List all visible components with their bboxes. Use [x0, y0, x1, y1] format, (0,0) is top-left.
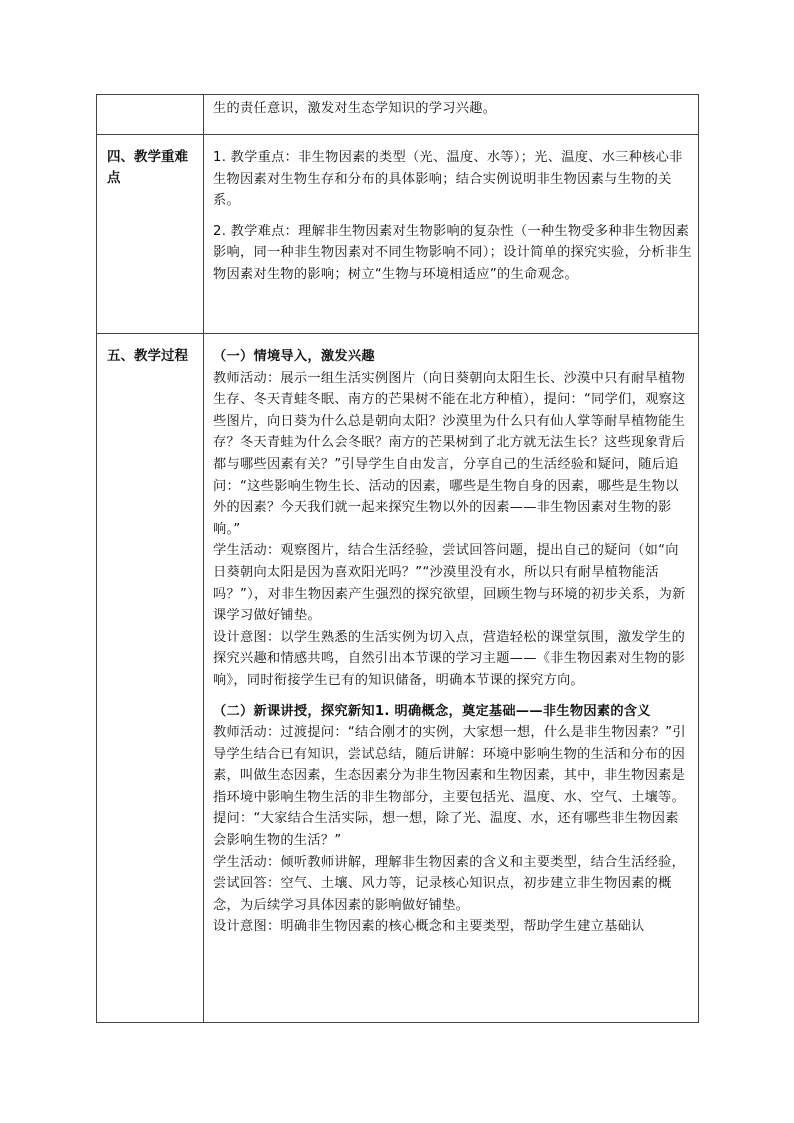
row-label-cell	[97, 135, 204, 334]
table-row	[97, 334, 699, 1023]
paragraph-key-points: 1. 教学重点：非生物因素的类型（光、温度、水等）；光、温度、水三种核心非生物因素对生物生存和分布的具体影响；结合实例说明非生物因素与生物的关系。	[213, 150, 683, 209]
paragraph-teacher-activity: 教师活动：展示一组生活实例图片（向日葵朝向太阳生长、沙漠中只有耐旱植物生存、冬天青蛙冬眠、南方的芒果树不能在北方种植），提问：“同学们，观察这些图片，向日葵为什么总是朝向太阳？沙漠里为什么只有仙人掌等耐旱植物能生存？冬天青蛙为什么会冬眠？南方的芒果树到了北方就无法生长？这些现象背后都与哪些因素有关？”引导学生自由发言，分享自己的生活经验和疑问，随后追问：“这些影响生物生长、活动的因素，哪些是生物自身的因素，哪些是生物以外的因素？今天我们就一起来探究生物以外的因素——非生物因素对生物的影响。”	[213, 370, 686, 537]
row-label-key-difficult-points: 四、教学重难点	[107, 149, 188, 186]
table-row	[97, 135, 699, 334]
row-label-cell	[97, 95, 204, 135]
row-content-cell	[204, 95, 699, 135]
paragraph: 生的责任意识，激发对生态学知识的学习兴趣。	[213, 101, 497, 116]
table-row	[97, 95, 699, 135]
row-content-cell	[204, 135, 699, 334]
paragraph-student-activity: 学生活动：观察图片，结合生活经验，尝试回答问题，提出自己的疑问（如“向日葵朝向太阳是因为喜欢阳光吗？”“沙漠里没有水，所以只有耐旱植物能活吗？”），对非生物因素产生强烈的探究欲望，回顾生物与环境的初步关系，为新课学习做好铺垫。	[213, 543, 686, 624]
row-label-cell	[97, 334, 204, 1023]
paragraph-design-intent: 设计意图：明确非生物因素的核心概念和主要类型，帮助学生建立基础认	[213, 919, 645, 935]
paragraph-teacher-activity: 教师活动：过渡提问：“结合刚才的实例，大家想一想，什么是非生物因素？”引导学生结合已有知识，尝试总结，随后讲解：环境中影响生物的生活和分布的因素，叫做生态因素，生态因素分为非生物因素和生物因素，其中，非生物因素是指环境中影响生物生活的非生物部分，主要包括光、温度、水、空气、土壤等。提问：“大家结合生活实际，想一想，除了光、温度、水，还有哪些非生物因素会影响生物的生活？”	[213, 725, 686, 849]
section-heading-new-lesson: （二）新课讲授，探究新知1. 明确概念，奠定基础——非生物因素的含义	[213, 703, 651, 719]
paragraph-difficult-points: 2. 教学难点：理解非生物因素对生物影响的复杂性（一种生物受多种非生物因素影响，同一种非生物因素对不同生物影响不同）；设计简单的探究实验，分析非生物因素对生物的影响；树立“生物与环境相适应”的生命观念。	[213, 223, 692, 282]
row-label-teaching-process: 五、教学过程	[107, 348, 188, 364]
lesson-plan-table	[96, 94, 699, 1023]
paragraph-design-intent: 设计意图：以学生熟悉的生活实例为切入点，营造轻松的课堂氛围，激发学生的探究兴趣和情感共鸣，自然引出本节课的学习主题——《非生物因素对生物的影响》，同时衔接学生已有的知识储备，明确本节课的探究方向。	[213, 629, 686, 688]
section-heading-introduction: （一）情境导入，激发兴趣	[213, 349, 375, 364]
paragraph-student-activity: 学生活动：倾听教师讲解，理解非生物因素的含义和主要类型，结合生活经验，尝试回答：空气、土壤、风力等，记录核心知识点，初步建立非生物因素的概念，为后续学习具体因素的影响做好铺垫。	[213, 854, 686, 913]
row-content-cell	[204, 334, 699, 1023]
